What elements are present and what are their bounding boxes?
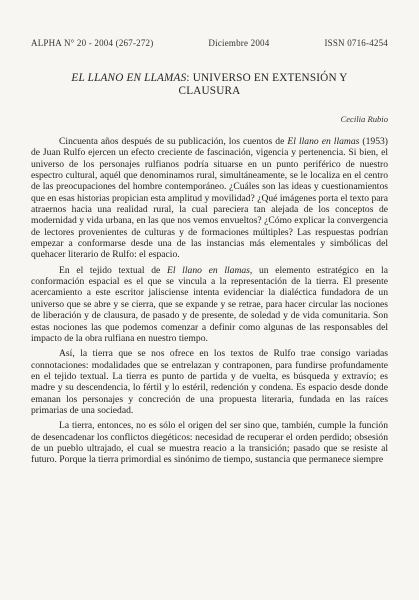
paragraph-1-text-a: Cincuenta años después de su publicación, los cuentos de xyxy=(59,136,288,147)
paragraph-2 xyxy=(31,265,388,344)
issn: ISSN 0716-4254 xyxy=(324,38,388,48)
issue-date: Diciembre 2004 xyxy=(208,38,270,48)
title-italic-part: EL LLANO EN LLAMAS xyxy=(71,72,187,84)
title-line2: CLAUSURA xyxy=(178,85,241,97)
title-rest-line1: : UNIVERSO EN EXTENSIÓN Y xyxy=(186,72,348,84)
paragraph-4 xyxy=(31,420,388,465)
paragraph-3 xyxy=(31,348,388,416)
paragraph-2-text-b: , un elemento estratégico en la conformación espacial es el que se vincula a la representación de la tierra. El presente acercamiento a este escritor jalisciense intenta evidenciar la dialéctica fundadora de un universo que se abre y se cierra, que se expande y se retrae, para hacer circular las nociones de liberación y de clausura, de pasado y de presente, de soledad y de vida comunitaria. Son estas nociones las que podemos comenzar a definir como algunas de las responsables del impacto de la obra rulfiana en nuestro tiempo. xyxy=(31,264,388,344)
article-body xyxy=(31,136,388,466)
journal-header xyxy=(31,38,388,48)
article-author: Cecilia Rubio xyxy=(340,114,388,124)
paragraph-1-italic: El llano en llamas xyxy=(287,136,360,147)
paragraph-4-text: La tierra, entonces, no es sólo el origen del ser sino que, también, cumple la función de desencadenar los conflictos diegéticos: necesidad de recuperar el orden perdido; obsesión de un pueblo ultrajado, el cual se muestra reacio a la transición; pasado que se resiste al futuro. Porque la tierra primordial es sinónimo de tiempo, sustancia que permanece siempre xyxy=(31,420,388,466)
article-title xyxy=(31,72,388,98)
paragraph-3-text: Así, la tierra que se nos ofrece en los textos de Rulfo trae consigo variadas connotaciones: modalidades que se entrelazan y contraponen, para fundirse profundamente en el tejido textual. La tierra es punto de partida y de vuelta, es búsqueda y extravío; es madre y su descendencia, lo fértil y lo estéril, redención y condena. Es espacio desde donde emanan los personajes y concreción de una propuesta literaria, fundada en las raíces primarias de una sociedad. xyxy=(31,348,388,416)
paragraph-1 xyxy=(31,136,388,261)
paragraph-2-text-a: En el tejido textual de xyxy=(59,264,167,276)
paragraph-2-italic: El llano en llamas xyxy=(166,264,250,276)
journal-issue: ALPHA N° 20 - 2004 (267-272) xyxy=(31,38,154,48)
paragraph-1-text-b: (1953) de Juan Rulfo ejercen un efecto creciente de fascinación, vigencia y pertenencia. Si bien, el universo de los personajes rulfianos podría situarse en un punto periférico de nuestro espectro cultural, aquél que denominamos rural, simultáneamente, se le localiza en el centro de las preocupaciones del hombre contemporáneo. ¿Cuáles son las ideas y cuestionamientos que en esas historias propician esta amplitud y movilidad? ¿Qué imágenes porta el texto para atraernos hacia una realidad rural, la cual pareciera tan alejada de los conceptos de modernidad y vida urbana, en las que nos vemos envueltos? ¿Cómo explicar la convergencia de lectores provenientes de culturas y de formaciones múltiples? Las respuestas podrían empezar a conformarse desde una de las instancias más elementales y simbólicas del quehacer literario de Rulfo: el espacio. xyxy=(31,136,388,261)
